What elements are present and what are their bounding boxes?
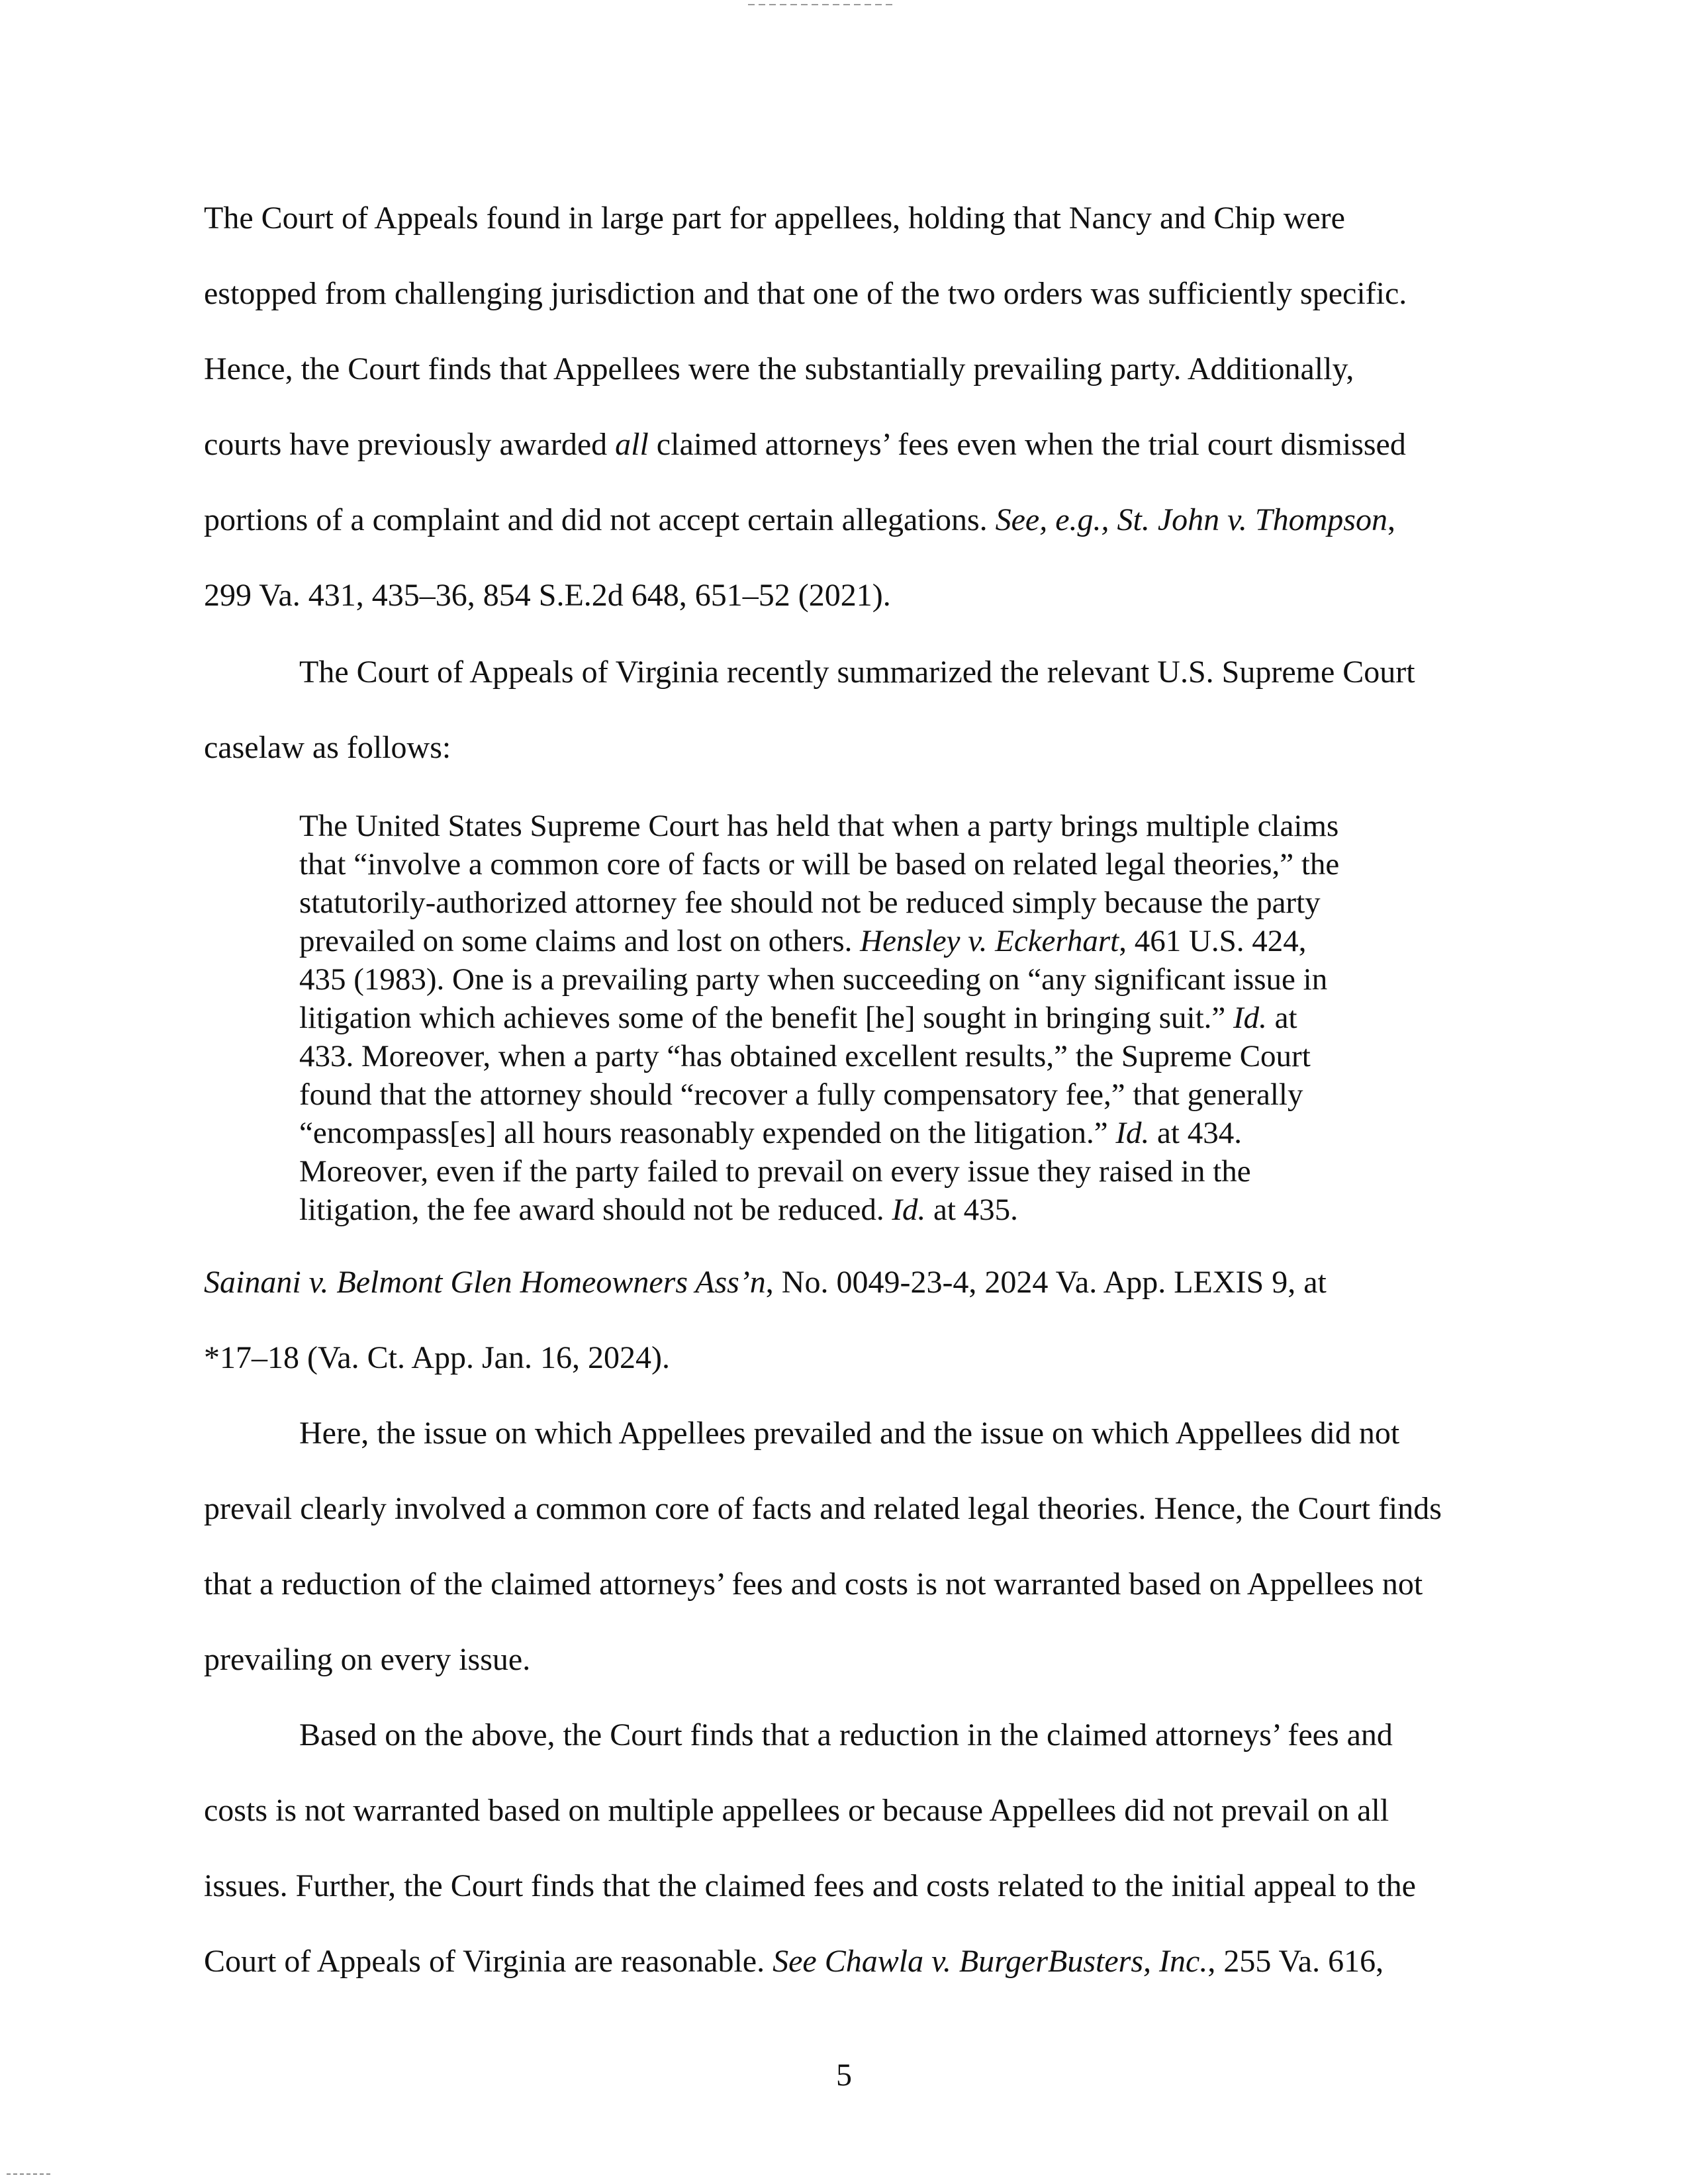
quote-line [299,1076,1303,1113]
text-run: at [1266,1001,1297,1035]
text-run: claimed attorneys’ fees even when the trial court dismissed [648,427,1406,462]
text-run: Hence, the Court finds that Appellees were the substantially prevailing party. Additionally, [204,351,1354,387]
text-run: that “involve a common core of facts or will be based on related legal theories,” the [299,847,1340,882]
text-line [204,351,1354,388]
text-run: *17–18 (Va. Ct. App. Jan. 16, 2024). [204,1340,670,1375]
text-run: caselaw as follows: [204,730,451,765]
text-run: estopped from challenging jurisdiction and that one of the two orders was sufficiently specific. [204,276,1407,311]
text-line [299,654,1415,691]
text-run: “encompass[es] all hours reasonably expended on the litigation.” [299,1116,1116,1150]
quote-line [299,1115,1242,1152]
text-run: portions of a complaint and did not accept certain allegations. [204,502,996,537]
text-run: prevailing on every issue. [204,1642,531,1677]
id-citation: Id. [892,1193,926,1227]
text-line [299,1717,1393,1754]
quote-line [299,846,1339,883]
quote-line [299,1153,1251,1190]
text-line [299,1415,1399,1452]
text-run: The Court of Appeals of Virginia recently summarized the relevant U.S. Supreme Court [299,655,1415,690]
text-line [204,729,451,766]
text-line [204,1490,1442,1527]
quote-line [299,1038,1311,1075]
text-run: Court of Appeals of Virginia are reasonable. [204,1944,773,1979]
text-run: litigation, the fee award should not be reduced. [299,1193,892,1227]
text-run: courts have previously awarded [204,427,616,462]
text-line [204,1792,1389,1829]
text-run: prevailed on some claims and lost on others. [299,924,861,958]
text-line [204,1340,670,1377]
quote-line [299,807,1338,844]
quote-line [299,999,1297,1036]
text-run: costs is not warranted based on multiple appellees or because Appellees did not prevail on all [204,1793,1389,1828]
text-line [204,275,1407,312]
text-line [204,577,891,614]
text-run: Moreover, even if the party failed to prevail on every issue they raised in the [299,1154,1251,1189]
text-line [204,1943,1383,1980]
text-run: 433. Moreover, when a party “has obtained excellent results,” the Supreme Court [299,1039,1311,1073]
page-number: 5 [836,2058,852,2093]
text-line [204,426,1406,463]
text-line [204,200,1345,237]
text-line [204,502,1395,539]
text-run: issues. Further, the Court finds that the claimed fees and costs related to the initial appeal to the [204,1868,1416,1903]
quote-line [299,961,1327,998]
quote-line [299,923,1307,960]
text-run: , 461 U.S. 424, [1119,924,1307,958]
text-run: found that the attorney should “recover a fully compensatory fee,” that generally [299,1077,1303,1112]
text-run: , [1387,502,1395,537]
text-line [204,1868,1416,1905]
text-line [204,1566,1423,1603]
text-line [204,1264,1327,1301]
text-run: The Court of Appeals found in large part for appellees, holding that Nancy and Chip were [204,201,1345,236]
quote-line [299,884,1321,921]
text-run: at 435. [925,1193,1018,1227]
text-run: Based on the above, the Court finds that a reduction in the claimed attorneys’ fees and [299,1717,1393,1752]
text-run: statutorily-authorized attorney fee should not be reduced simply because the party [299,886,1321,920]
quote-line [299,1191,1018,1228]
text-run: Here, the issue on which Appellees prevailed and the issue on which Appellees did not [299,1416,1400,1451]
scan-artifact-corner [7,2173,53,2175]
text-run: litigation which achieves some of the benefit [he] sought in bringing suit.” [299,1001,1233,1035]
case-citation: Sainani v. Belmont Glen Homeowners Ass’n [204,1265,766,1300]
case-citation: Hensley v. Eckerhart [860,924,1119,958]
id-citation: Id. [1233,1001,1267,1035]
text-line [204,1641,530,1678]
text-run: , No. 0049-23-4, 2024 Va. App. LEXIS 9, at [765,1265,1327,1300]
text-run: The United States Supreme Court has held that when a party brings multiple claims [299,809,1339,843]
text-run: 435 (1983). One is a prevailing party when succeeding on “any significant issue in [299,962,1328,997]
id-citation: Id. [1115,1116,1150,1150]
text-run: prevail clearly involved a common core of facts and related legal theories. Hence, the Court finds [204,1491,1442,1526]
text-run: at 434. [1149,1116,1242,1150]
scan-artifact-top [748,4,894,5]
text-run: 299 Va. 431, 435–36, 854 S.E.2d 648, 651–52 (2021). [204,578,891,613]
case-citation: See Chawla v. BurgerBusters, Inc. [773,1944,1208,1979]
text-run: that a reduction of the claimed attorneys’ fees and costs is not warranted based on Appellees not [204,1567,1423,1602]
emphasis: all [615,427,649,462]
text-run: , 255 Va. 616, [1207,1944,1384,1979]
case-citation: See, e.g., St. John v. Thompson [995,502,1387,537]
